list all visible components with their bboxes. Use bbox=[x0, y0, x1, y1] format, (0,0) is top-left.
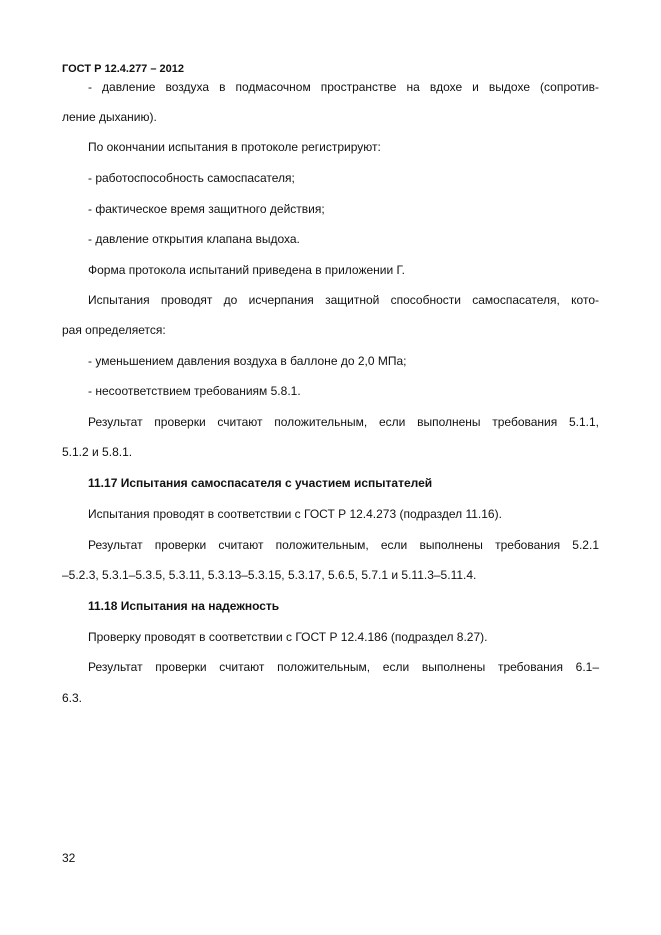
text-line: Проверку проводят в соответствии с ГОСТ Р 12.4.186 (подраздел 8.27). bbox=[88, 630, 488, 644]
page-header: ГОСТ Р 12.4.277 – 2012 bbox=[62, 63, 185, 75]
text-line: - давление открытия клапана выдоха. bbox=[88, 232, 300, 246]
text-line: 5.1.2 и 5.8.1. bbox=[62, 445, 133, 459]
text-line: Результат проверки считают положительным, если выполнены требования 5.2.1 bbox=[88, 538, 599, 552]
text-line: Испытания проводят в соответствии с ГОСТ Р 12.4.273 (подраздел 11.16). bbox=[88, 507, 502, 521]
text-line: - работоспособность самоспасателя; bbox=[88, 171, 295, 185]
text-line: - фактическое время защитного действия; bbox=[88, 202, 325, 216]
text-line: - несоответствием требованиям 5.8.1. bbox=[88, 384, 301, 398]
text-line: рая определяется: bbox=[62, 323, 166, 337]
text-line: По окончании испытания в протоколе регистрируют: bbox=[88, 140, 381, 154]
text-line: Результат проверки считают положительным, если выполнены требования 5.1.1, bbox=[88, 415, 599, 429]
section-heading: 11.18 Испытания на надежность bbox=[88, 599, 280, 613]
section-heading: 11.17 Испытания самоспасателя с участием испытателей bbox=[88, 476, 433, 490]
text-line: Результат проверки считают положительным, если выполнены требования 6.1– bbox=[88, 660, 599, 674]
text-line: Испытания проводят до исчерпания защитной способности самоспасателя, кото- bbox=[88, 293, 599, 307]
text-line: –5.2.3, 5.3.1–5.3.5, 5.3.11, 5.3.13–5.3.15, 5.3.17, 5.6.5, 5.7.1 и 5.11.3–5.11.4. bbox=[62, 568, 477, 582]
text-line: Форма протокола испытаний приведена в приложении Г. bbox=[88, 263, 405, 277]
text-line: - давление воздуха в подмасочном пространстве на вдохе и выдохе (сопротив- bbox=[88, 80, 599, 94]
text-line: 6.3. bbox=[62, 691, 83, 705]
text-line: ление дыханию). bbox=[62, 110, 157, 124]
text-line: - уменьшением давления воздуха в баллоне до 2,0 МПа; bbox=[88, 354, 407, 368]
page-number: 32 bbox=[62, 851, 76, 865]
